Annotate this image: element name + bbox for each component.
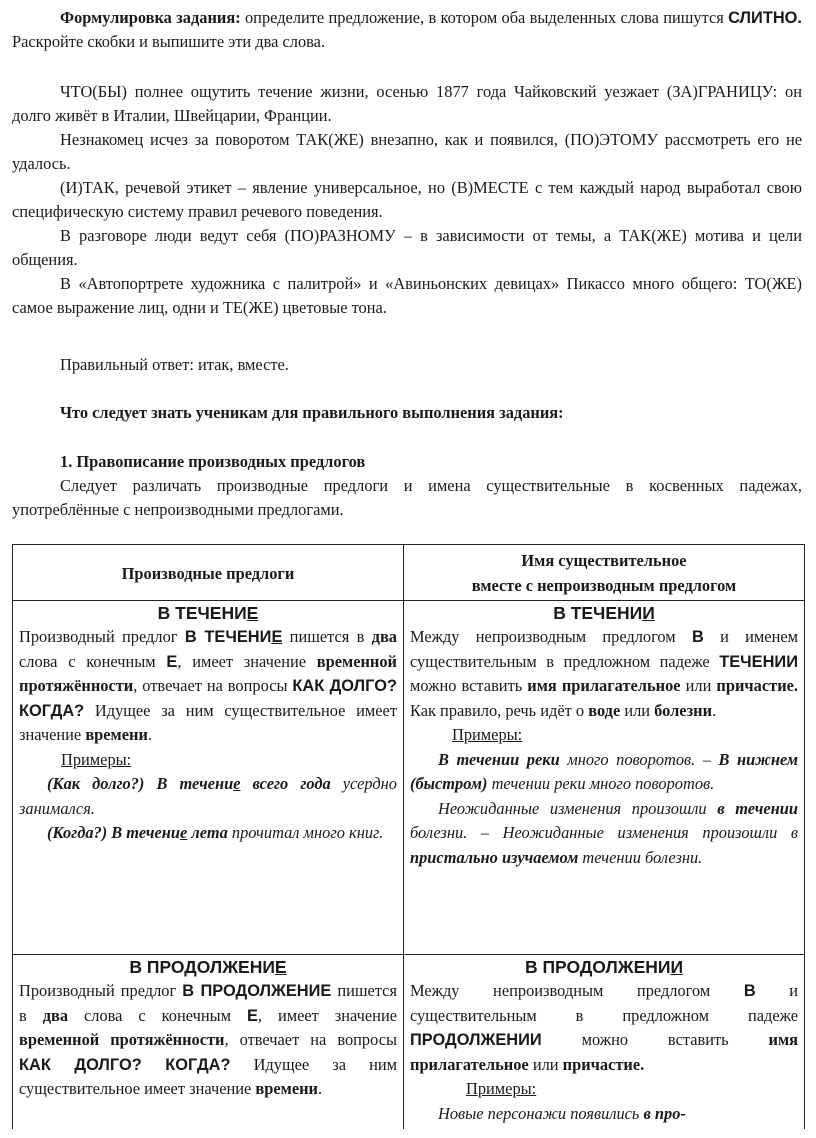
cell-rule: Производный предлог В ТЕЧЕНИЕ пишется в два слова с конечным Е, имеет значение временной протяжённости, отвечает на вопросы КАК ДОЛГО? КОГДА? Идущее за ним существительное имеет значение времени. — [19, 627, 397, 744]
sentence: (И)ТАК, речевой этикет – явление универсальное, но (В)МЕСТЕ с тем каждый народ выработал свою специфическую систему правил речевого поведения. — [12, 178, 802, 221]
col2-header-line2: вместе с непроизводным предлогом — [471, 576, 737, 595]
sentences-block — [12, 80, 802, 320]
know-heading: Что следует знать ученикам для правильного выполнения задания: — [60, 403, 564, 422]
cell-title: В ПРОДОЛЖЕНИЕ — [129, 957, 287, 977]
example: Новые персонажи появились в про- — [438, 1103, 686, 1123]
cell-v-prodolzhenii — [404, 955, 805, 1130]
example: (Когда?) В течение лета прочитал много книг. — [47, 823, 384, 842]
cell-title: В ТЕЧЕНИЕ — [157, 603, 259, 623]
sentence: В «Автопортрете художника с палитрой» и «Авиньонских девицах» Пикассо много общего: ТО(ЖЕ) самое выражение лиц, одни и ТЕ(ЖЕ) цветовые тона. — [12, 274, 802, 317]
cell-rule: Между непроизводным предлогом В и существительным в предложном падеже ПРОДОЛЖЕНИИ можно вставить имя прилагательное или причастие. — [410, 981, 798, 1074]
correct-answer: Правильный ответ: итак, вместе. — [60, 355, 289, 374]
task-statement — [12, 6, 802, 54]
comparison-table — [12, 544, 805, 1129]
col1-header: Производные предлоги — [13, 545, 404, 601]
example: Неожиданные изменения произошли в течении болезни. – Неожиданные изменения произошли в пристально изучаемом течении болезни. — [410, 798, 798, 867]
task-caps: СЛИТНО. — [728, 9, 802, 27]
cell-rule: Между непроизводным предлогом В и именем существительным в предложном падеже ТЕЧЕНИИ можно вставить имя прилагательное или причастие. Как правило, речь идёт о воде или болезни. — [410, 627, 799, 720]
table-row — [13, 955, 805, 1130]
col2-header-line1: Имя существительное — [521, 551, 687, 570]
section-heading: 1. Правописание производных предлогов — [60, 452, 366, 471]
cell-v-techenii — [404, 601, 805, 955]
task-text-end: Раскройте скобки и выпишите эти два слова. — [12, 32, 326, 51]
sentence: В разговоре люди ведут себя (ПО)РАЗНОМУ – в зависимости от темы, а ТАК(ЖЕ) мотива и цели общения. — [12, 226, 802, 269]
task-text: определите предложение, в котором оба выделенных слова пишутся — [240, 8, 729, 27]
examples-label: Примеры: — [466, 1079, 537, 1098]
examples-label: Примеры: — [61, 749, 132, 769]
example: В течении реки много поворотов. – В нижнем (быстром) течении реки много поворотов. — [410, 749, 799, 793]
table-row — [13, 601, 805, 955]
example: (Как долго?) В течение всего года усердно занимался. — [19, 774, 397, 818]
examples-label: Примеры: — [452, 725, 523, 744]
cell-title: В ПРОДОЛЖЕНИИ — [524, 957, 684, 977]
col2-header — [404, 545, 805, 601]
cell-v-techenie — [13, 601, 404, 955]
cell-v-prodolzhenie — [13, 955, 404, 1130]
cell-title: В ТЕЧЕНИИ — [553, 603, 655, 623]
sentence: Незнакомец исчез за поворотом ТАК(ЖЕ) внезапно, как и появился, (ПО)ЭТОМУ рассмотреть его не удалось. — [12, 130, 802, 173]
cell-rule: Производный предлог В ПРОДОЛЖЕНИЕ пишется в два слова с конечным Е, имеет значение временной протяжённости, отвечает на вопросы КАК ДОЛГО? КОГДА? Идущее за ним существительное имеет значение времени. — [19, 981, 398, 1098]
sentence: ЧТО(БЫ) полнее ощутить течение жизни, осенью 1877 года Чайковский уезжает (ЗА)ГРАНИЦУ: он долго живёт в Италии, Швейцарии, Франции. — [12, 82, 802, 125]
table-header-row — [13, 545, 805, 601]
task-lead: Формулировка задания: — [60, 8, 241, 27]
section-text: Следует различать производные предлоги и имена существительные в косвенных падежах, употреблённые с непроизводными предлогами. — [12, 476, 802, 519]
